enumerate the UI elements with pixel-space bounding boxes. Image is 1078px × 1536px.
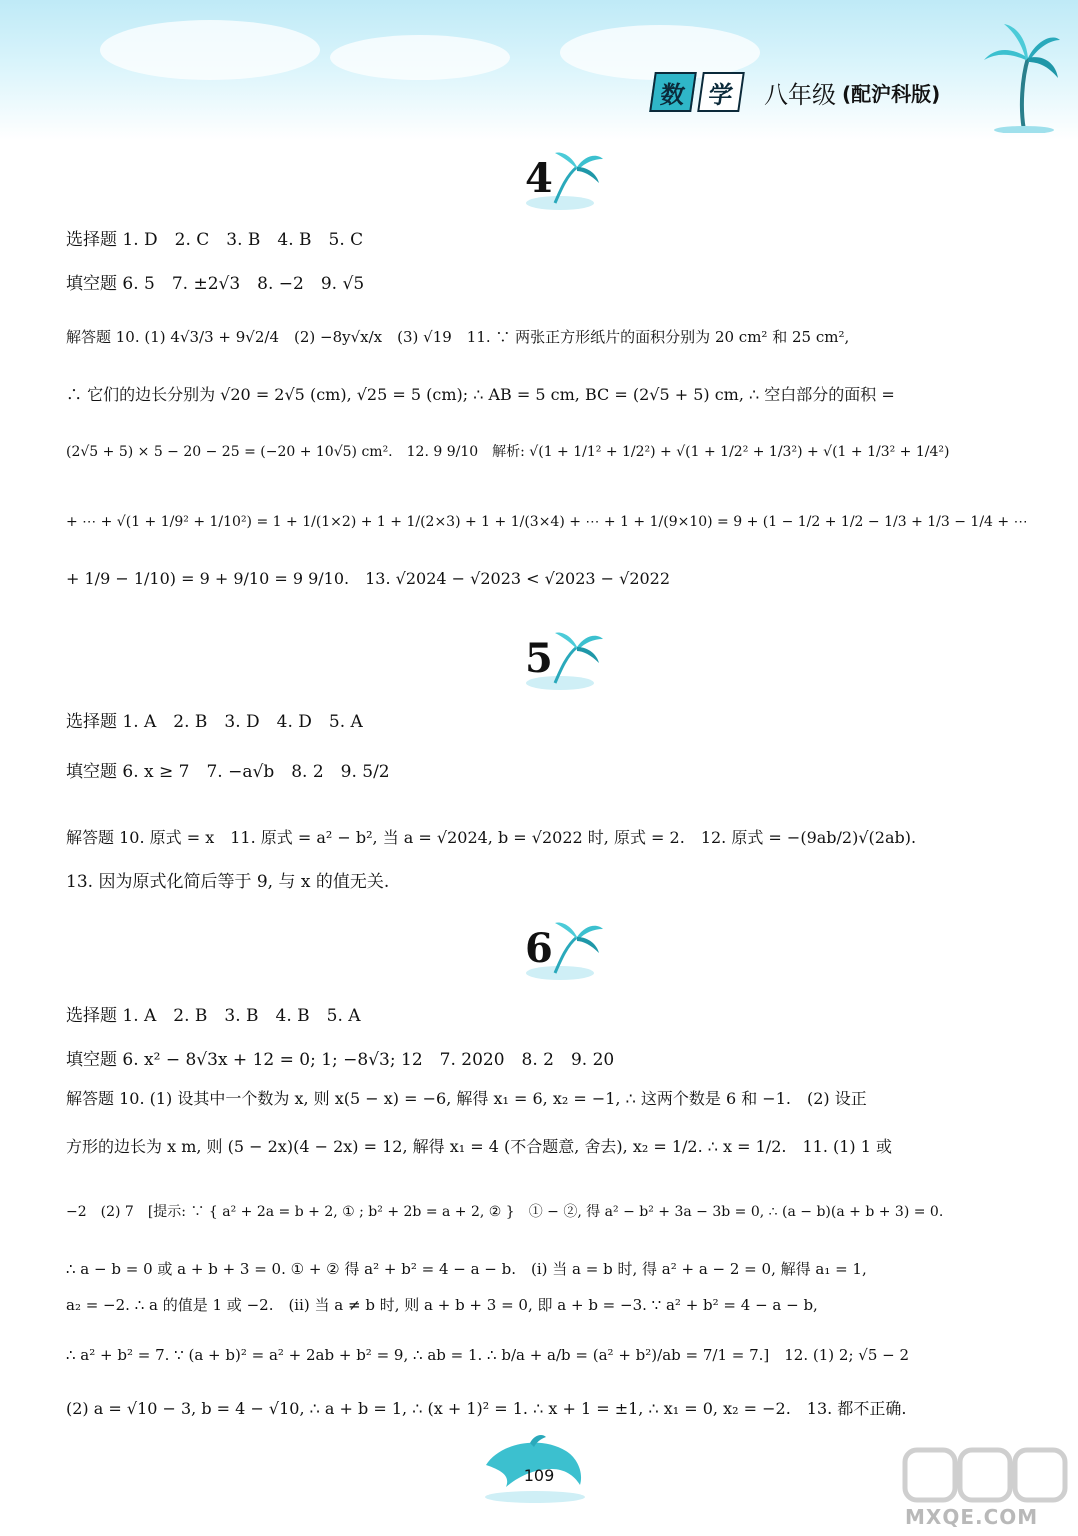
cloud-decoration — [100, 20, 320, 80]
answer-line: (2√5 + 5) × 5 − 20 − 25 = (−20 + 10√5) cm². 12. 9 9/10 解析: √(1 + 1/1² + 1/2²) + √(1 + 1/2² + 1/3²) + √(1 + 1/3² + 1/4²) — [66, 444, 950, 460]
cloud-decoration — [330, 35, 510, 80]
palm-tree-icon — [980, 18, 1062, 133]
answer-line: + ⋯ + √(1 + 1/9² + 1/10²) = 1 + 1/(1×2) + 1 + 1/(2×3) + 1 + 1/(3×4) + ⋯ + 1 + 1/(9×10) = 9 + (1 − 1/2 + 1/2 − 1/3 + 1/3 − 1/4 + ⋯ — [66, 514, 1028, 530]
answer-line: 填空题 6. x ≥ 7 7. −a√b 8. 2 9. 5/2 — [66, 762, 390, 782]
answer-line: + 1/9 − 1/10) = 9 + 9/10 = 9 9/10. 13. √2024 − √2023 < √2023 − √2022 — [66, 569, 671, 588]
book-title — [652, 72, 940, 112]
answer-line: 选择题 1. A 2. B 3. D 4. D 5. A — [66, 712, 363, 732]
answer-line: 解答题 10. (1) 4√3/3 + 9√2/4 (2) −8y√x/x (3) √19 11. ∵ 两张正方形纸片的面积分别为 20 cm² 和 25 cm², — [66, 328, 850, 346]
answer-line: a₂ = −2. ∴ a 的值是 1 或 −2. (ⅱ) 当 a ≠ b 时, 则 a + b + 3 = 0, 即 a + b = −3. ∵ a² + b² = 4 − a − b, — [66, 1296, 818, 1314]
answer-line: 选择题 1. D 2. C 3. B 4. B 5. C — [66, 230, 364, 250]
watermark-text: MXQE.COM — [905, 1505, 1039, 1529]
answer-line: 填空题 6. x² − 8√3x + 12 = 0; 1; −8√3; 12 7. 2020 8. 2 9. 20 — [66, 1050, 615, 1070]
answer-line: 解答题 10. (1) 设其中一个数为 x, 则 x(5 − x) = −6, 解得 x₁ = 6, x₂ = −1, ∴ 这两个数是 6 和 −1. (2) 设正 — [66, 1089, 867, 1108]
section-number-4 — [515, 145, 605, 225]
section-number-5 — [515, 625, 605, 705]
edition-label: (配沪科版) — [842, 81, 941, 106]
grade-label: 八年级 — [764, 80, 836, 109]
section-digit: 5 — [525, 635, 553, 682]
answer-line: ∴ a² + b² = 7. ∵ (a + b)² = a² + 2ab + b² = 9, ∴ ab = 1. ∴ b/a + a/b = (a² + b²)/ab = 7/1 = 7.] 12. (1) 2; √5 − 2 — [66, 1346, 910, 1364]
subject-char-1: 数 — [649, 72, 697, 112]
answer-line: ∴ a − b = 0 或 a + b + 3 = 0. ① + ② 得 a² + b² = 4 − a − b. (ⅰ) 当 a = b 时, 得 a² + a − 2 = 0, 解得 a₁ = 1, — [66, 1260, 867, 1278]
answer-line: 13. 因为原式化简后等于 9, 与 x 的值无关. — [66, 872, 390, 892]
page-number: 109 — [523, 1466, 555, 1485]
section-digit: 4 — [525, 155, 553, 202]
answer-line: 选择题 1. A 2. B 3. B 4. B 5. A — [66, 1006, 361, 1026]
answer-line: 解答题 10. 原式 = x 11. 原式 = a² − b², 当 a = √2024, b = √2022 时, 原式 = 2. 12. 原式 = −(9ab/2)√(2ab). — [66, 828, 917, 847]
answer-line: −2 (2) 7 [提示: ∵ { a² + 2a = b + 2, ① ; b² + 2b = a + 2, ② } ① − ②, 得 a² − b² + 3a − 3b = 0, ∴ (a − b)(a + b + 3) = 0. — [66, 1204, 944, 1220]
answer-line: 填空题 6. 5 7. ±2√3 8. −2 9. √5 — [66, 274, 365, 294]
section-digit: 6 — [525, 925, 553, 972]
answer-line: (2) a = √10 − 3, b = 4 − √10, ∴ a + b = 1, ∴ (x + 1)² = 1. ∴ x + 1 = ±1, ∴ x₁ = 0, x₂ = −2. 13. 都不正确. — [66, 1399, 907, 1418]
section-number-6 — [515, 915, 605, 995]
answer-line: 方形的边长为 x m, 则 (5 − 2x)(4 − 2x) = 12, 解得 x₁ = 4 (不合题意, 舍去), x₂ = 1/2. ∴ x = 1/2. 11. (1) 1 或 — [66, 1137, 893, 1156]
answer-line: ∴ 它们的边长分别为 √20 = 2√5 (cm), √25 = 5 (cm); ∴ AB = 5 cm, BC = (2√5 + 5) cm, ∴ 空白部分的面积 = — [66, 385, 895, 404]
subject-char-2: 学 — [697, 72, 745, 112]
